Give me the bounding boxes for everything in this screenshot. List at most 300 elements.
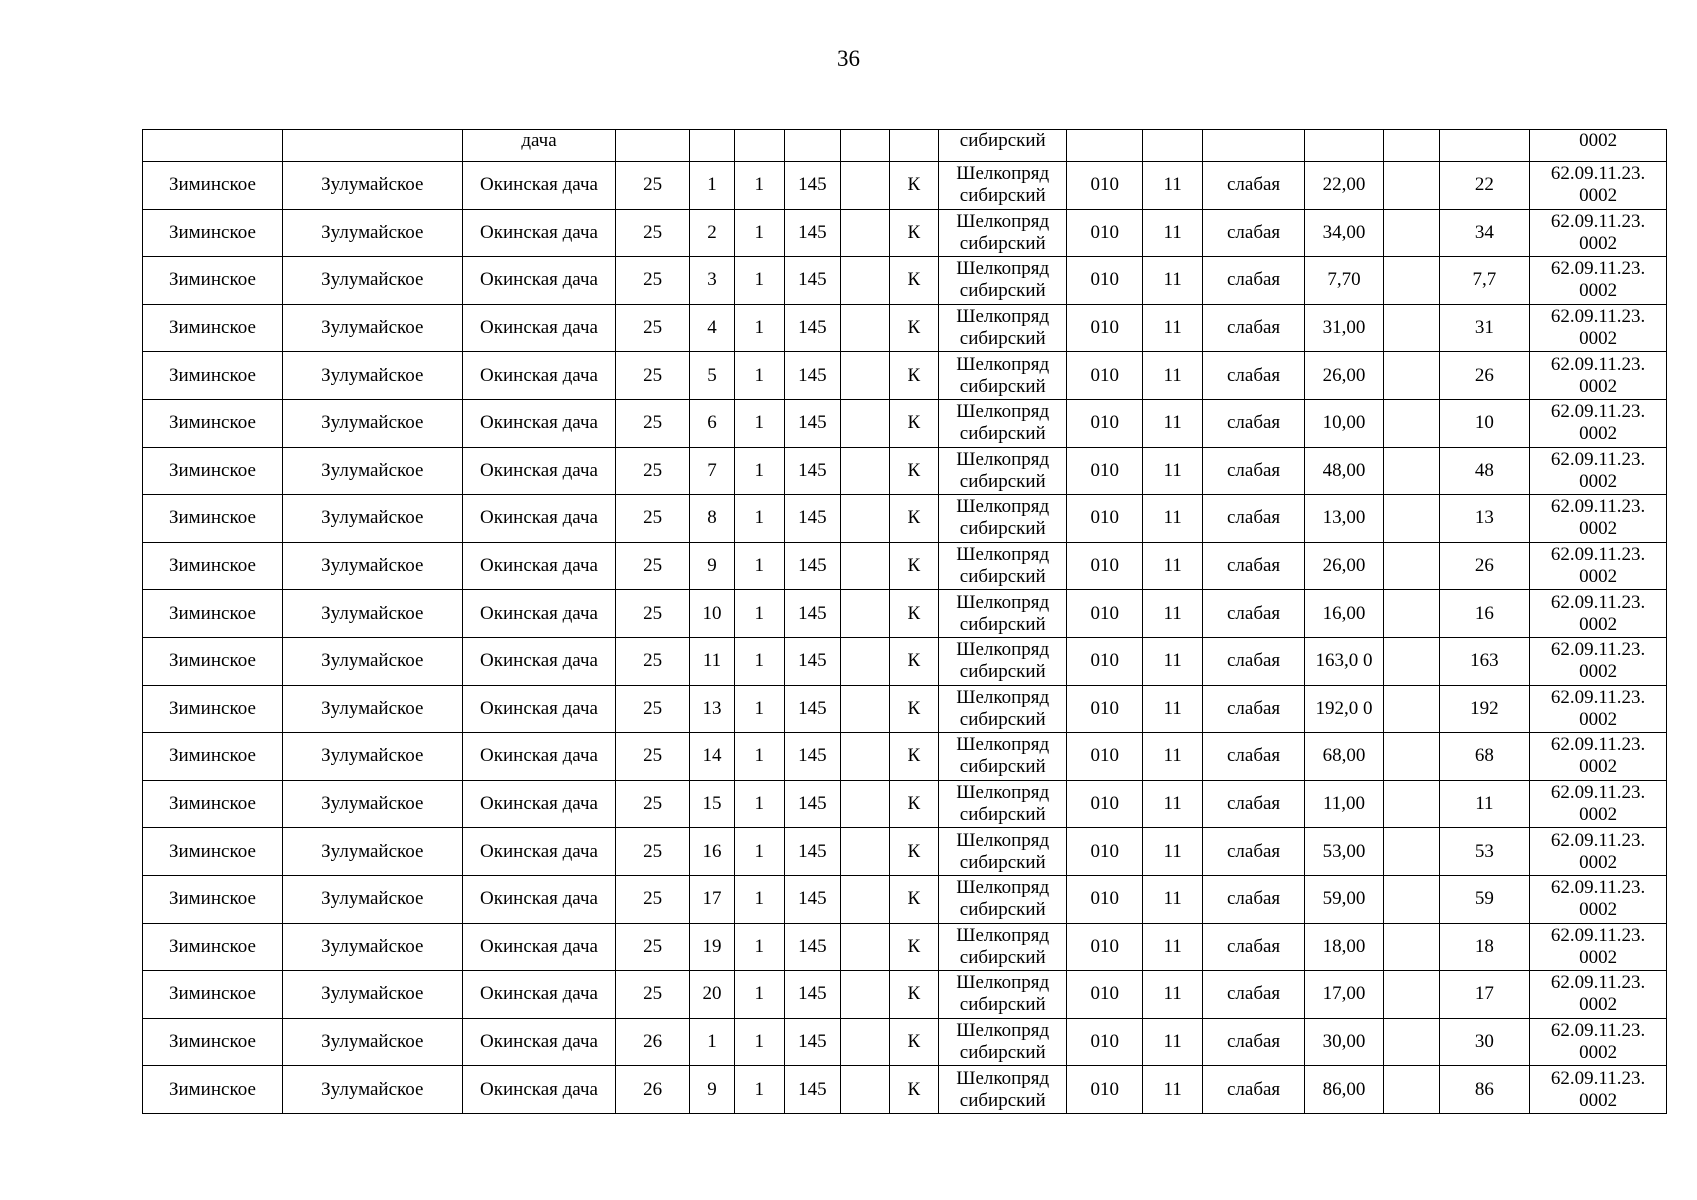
cell-code: 62.09.11.23. 0002 [1530,542,1667,590]
cell-area [1305,130,1384,162]
cell-col8 [841,162,889,210]
cell-col12: 11 [1143,875,1203,923]
cell-forestry: Зиминское [143,923,283,971]
cell-species: К [889,875,938,923]
cell-code: 62.09.11.23. 0002 [1530,875,1667,923]
cell-section: 17 [689,875,734,923]
cell-species: К [889,399,938,447]
cell-code: 62.09.11.23. 0002 [1530,447,1667,495]
table-row [143,399,1667,447]
cell-col6: 1 [735,733,784,781]
cell-area-total: 10 [1439,399,1529,447]
cell-col8 [841,495,889,543]
cell-section [689,130,734,162]
cell-col12: 11 [1143,352,1203,400]
cell-col8 [841,399,889,447]
cell-col6: 1 [735,304,784,352]
cell-area-total: 7,7 [1439,257,1529,305]
cell-quarter: 25 [616,923,690,971]
cell-col12: 11 [1143,637,1203,685]
cell-pest: Шелкопряд сибирский [939,209,1067,257]
cell-area: 13,00 [1305,495,1384,543]
cell-col11: 010 [1067,495,1143,543]
cell-tract: Окинская дача [462,209,616,257]
table-row [143,257,1667,305]
cell-severity: слабая [1203,971,1305,1019]
cell-col6: 1 [735,257,784,305]
cell-code: 62.09.11.23. 0002 [1530,1066,1667,1114]
cell-district-forestry: Зулумайское [282,495,462,543]
cell-col12: 11 [1143,1018,1203,1066]
cell-district-forestry: Зулумайское [282,637,462,685]
cell-district-forestry: Зулумайское [282,162,462,210]
cell-code: 62.09.11.23. 0002 [1530,399,1667,447]
cell-col7: 145 [784,304,841,352]
cell-forestry: Зиминское [143,590,283,638]
cell-col11: 010 [1067,1066,1143,1114]
cell-area: 26,00 [1305,542,1384,590]
cell-col6: 1 [735,542,784,590]
cell-section: 2 [689,209,734,257]
page-number: 36 [837,46,860,71]
cell-species: К [889,1066,938,1114]
cell-severity: слабая [1203,1066,1305,1114]
cell-col11: 010 [1067,733,1143,781]
cell-forestry: Зиминское [143,495,283,543]
cell-pest: Шелкопряд сибирский [939,399,1067,447]
table-row [143,780,1667,828]
cell-tract: Окинская дача [462,304,616,352]
table-row [143,923,1667,971]
cell-col6: 1 [735,875,784,923]
cell-area: 59,00 [1305,875,1384,923]
cell-col15 [1383,304,1439,352]
cell-col15 [1383,447,1439,495]
cell-severity [1203,130,1305,162]
cell-col7: 145 [784,733,841,781]
cell-tract: дача [462,130,616,162]
cell-col8 [841,923,889,971]
table-row [143,590,1667,638]
cell-col11: 010 [1067,304,1143,352]
table-row [143,733,1667,781]
cell-col15 [1383,1018,1439,1066]
cell-section: 15 [689,780,734,828]
cell-district-forestry: Зулумайское [282,971,462,1019]
cell-severity: слабая [1203,828,1305,876]
cell-code: 62.09.11.23. 0002 [1530,637,1667,685]
cell-tract: Окинская дача [462,971,616,1019]
cell-area: 10,00 [1305,399,1384,447]
cell-tract: Окинская дача [462,685,616,733]
cell-tract: Окинская дача [462,542,616,590]
cell-col8 [841,352,889,400]
cell-district-forestry: Зулумайское [282,257,462,305]
cell-area: 68,00 [1305,733,1384,781]
cell-pest: Шелкопряд сибирский [939,685,1067,733]
cell-severity: слабая [1203,399,1305,447]
cell-col7: 145 [784,209,841,257]
cell-col12: 11 [1143,304,1203,352]
cell-col8 [841,304,889,352]
cell-severity: слабая [1203,780,1305,828]
cell-area-total: 22 [1439,162,1529,210]
forest-damage-table [142,129,1667,1114]
cell-forestry: Зиминское [143,304,283,352]
cell-area-total: 17 [1439,971,1529,1019]
cell-col6: 1 [735,971,784,1019]
cell-species: К [889,352,938,400]
cell-col15 [1383,1066,1439,1114]
cell-district-forestry: Зулумайское [282,209,462,257]
cell-col8 [841,1066,889,1114]
cell-species: К [889,304,938,352]
cell-code: 62.09.11.23. 0002 [1530,257,1667,305]
cell-col15 [1383,637,1439,685]
cell-area: 86,00 [1305,1066,1384,1114]
cell-severity: слабая [1203,685,1305,733]
cell-col7: 145 [784,542,841,590]
cell-pest: Шелкопряд сибирский [939,780,1067,828]
cell-col8 [841,1018,889,1066]
cell-col7 [784,130,841,162]
cell-pest: Шелкопряд сибирский [939,447,1067,495]
cell-area-total: 48 [1439,447,1529,495]
cell-col7: 145 [784,1066,841,1114]
cell-quarter: 25 [616,495,690,543]
cell-col6: 1 [735,685,784,733]
cell-pest: Шелкопряд сибирский [939,875,1067,923]
cell-quarter: 25 [616,685,690,733]
cell-code: 62.09.11.23. 0002 [1530,780,1667,828]
cell-district-forestry: Зулумайское [282,1018,462,1066]
cell-section: 13 [689,685,734,733]
cell-col11: 010 [1067,828,1143,876]
cell-code: 62.09.11.23. 0002 [1530,352,1667,400]
cell-quarter: 25 [616,162,690,210]
cell-species: К [889,447,938,495]
cell-species: К [889,780,938,828]
cell-code: 62.09.11.23. 0002 [1530,162,1667,210]
cell-col8 [841,971,889,1019]
cell-tract: Окинская дача [462,1018,616,1066]
cell-section: 14 [689,733,734,781]
cell-col7: 145 [784,495,841,543]
cell-col15 [1383,875,1439,923]
cell-code: 62.09.11.23. 0002 [1530,828,1667,876]
cell-section: 4 [689,304,734,352]
cell-forestry: Зиминское [143,162,283,210]
cell-area-total [1439,130,1529,162]
cell-forestry: Зиминское [143,685,283,733]
cell-quarter: 25 [616,780,690,828]
cell-col12: 11 [1143,257,1203,305]
cell-pest: Шелкопряд сибирский [939,828,1067,876]
cell-area-total: 59 [1439,875,1529,923]
cell-col6: 1 [735,447,784,495]
cell-area: 26,00 [1305,352,1384,400]
cell-district-forestry: Зулумайское [282,780,462,828]
cell-section: 19 [689,923,734,971]
cell-col12: 11 [1143,590,1203,638]
cell-pest: сибирский [939,130,1067,162]
cell-tract: Окинская дача [462,780,616,828]
cell-col7: 145 [784,828,841,876]
cell-col7: 145 [784,352,841,400]
cell-pest: Шелкопряд сибирский [939,352,1067,400]
cell-district-forestry: Зулумайское [282,447,462,495]
cell-tract: Окинская дача [462,352,616,400]
cell-district-forestry: Зулумайское [282,828,462,876]
cell-severity: слабая [1203,542,1305,590]
cell-col15 [1383,495,1439,543]
cell-section: 9 [689,542,734,590]
cell-col7: 145 [784,875,841,923]
table-row [143,447,1667,495]
cell-col12: 11 [1143,685,1203,733]
cell-tract: Окинская дача [462,257,616,305]
cell-forestry: Зиминское [143,399,283,447]
cell-col12: 11 [1143,923,1203,971]
cell-forestry: Зиминское [143,1066,283,1114]
cell-forestry: Зиминское [143,209,283,257]
table-row [143,637,1667,685]
cell-species: К [889,209,938,257]
cell-col11: 010 [1067,637,1143,685]
cell-col7: 145 [784,971,841,1019]
cell-quarter: 25 [616,304,690,352]
cell-quarter: 25 [616,875,690,923]
cell-pest: Шелкопряд сибирский [939,542,1067,590]
cell-quarter: 25 [616,447,690,495]
cell-area: 7,70 [1305,257,1384,305]
cell-section: 3 [689,257,734,305]
cell-forestry: Зиминское [143,780,283,828]
cell-tract: Окинская дача [462,590,616,638]
cell-severity: слабая [1203,733,1305,781]
cell-col11: 010 [1067,685,1143,733]
cell-col12: 11 [1143,828,1203,876]
cell-col6: 1 [735,399,784,447]
table-row [143,304,1667,352]
cell-pest: Шелкопряд сибирский [939,162,1067,210]
cell-district-forestry: Зулумайское [282,875,462,923]
cell-area: 22,00 [1305,162,1384,210]
cell-section: 5 [689,352,734,400]
cell-col12: 11 [1143,971,1203,1019]
cell-col15 [1383,685,1439,733]
cell-col15 [1383,209,1439,257]
cell-code: 62.09.11.23. 0002 [1530,495,1667,543]
cell-severity: слабая [1203,447,1305,495]
cell-col8 [841,590,889,638]
cell-tract: Окинская дача [462,923,616,971]
table-row [143,209,1667,257]
cell-area-total: 26 [1439,542,1529,590]
cell-area: 163,0 0 [1305,637,1384,685]
cell-col6: 1 [735,828,784,876]
table-row [143,1066,1667,1114]
cell-col7: 145 [784,780,841,828]
cell-col11: 010 [1067,257,1143,305]
cell-pest: Шелкопряд сибирский [939,1018,1067,1066]
cell-district-forestry: Зулумайское [282,304,462,352]
cell-area: 48,00 [1305,447,1384,495]
cell-forestry: Зиминское [143,542,283,590]
table-row [143,162,1667,210]
cell-col12: 11 [1143,733,1203,781]
cell-section: 7 [689,447,734,495]
cell-col12 [1143,130,1203,162]
cell-species: К [889,495,938,543]
cell-col6: 1 [735,162,784,210]
cell-code: 62.09.11.23. 0002 [1530,304,1667,352]
cell-col6: 1 [735,352,784,400]
cell-quarter: 25 [616,733,690,781]
table-row [143,542,1667,590]
cell-col6 [735,130,784,162]
cell-col6: 1 [735,780,784,828]
cell-col7: 145 [784,1018,841,1066]
cell-species: К [889,590,938,638]
cell-area-total: 53 [1439,828,1529,876]
cell-forestry: Зиминское [143,257,283,305]
cell-quarter: 25 [616,257,690,305]
cell-col15 [1383,130,1439,162]
cell-col6: 1 [735,1066,784,1114]
cell-col6: 1 [735,590,784,638]
cell-section: 6 [689,399,734,447]
cell-code: 62.09.11.23. 0002 [1530,1018,1667,1066]
cell-quarter: 26 [616,1018,690,1066]
cell-pest: Шелкопряд сибирский [939,733,1067,781]
cell-severity: слабая [1203,304,1305,352]
cell-area-total: 16 [1439,590,1529,638]
table-row [143,685,1667,733]
cell-quarter: 25 [616,209,690,257]
cell-severity: слабая [1203,1018,1305,1066]
cell-species: К [889,685,938,733]
cell-col15 [1383,399,1439,447]
cell-severity: слабая [1203,257,1305,305]
cell-col15 [1383,971,1439,1019]
table-row-continued [143,130,1667,162]
cell-forestry: Зиминское [143,875,283,923]
cell-code: 62.09.11.23. 0002 [1530,209,1667,257]
cell-col15 [1383,352,1439,400]
cell-severity: слабая [1203,875,1305,923]
cell-forestry: Зиминское [143,637,283,685]
cell-quarter: 25 [616,637,690,685]
cell-section: 10 [689,590,734,638]
cell-district-forestry: Зулумайское [282,352,462,400]
table-row [143,971,1667,1019]
cell-col7: 145 [784,637,841,685]
cell-quarter: 26 [616,1066,690,1114]
cell-pest: Шелкопряд сибирский [939,495,1067,543]
cell-col8 [841,685,889,733]
cell-tract: Окинская дача [462,875,616,923]
cell-species: К [889,971,938,1019]
cell-col11: 010 [1067,780,1143,828]
cell-tract: Окинская дача [462,399,616,447]
cell-forestry: Зиминское [143,352,283,400]
cell-district-forestry [282,130,462,162]
cell-col15 [1383,780,1439,828]
cell-col7: 145 [784,685,841,733]
cell-section: 16 [689,828,734,876]
cell-code: 62.09.11.23. 0002 [1530,733,1667,781]
cell-section: 9 [689,1066,734,1114]
cell-col11: 010 [1067,923,1143,971]
cell-col7: 145 [784,162,841,210]
cell-section: 8 [689,495,734,543]
cell-species: К [889,828,938,876]
cell-species [889,130,938,162]
table-row [143,1018,1667,1066]
cell-severity: слабая [1203,923,1305,971]
cell-pest: Шелкопряд сибирский [939,923,1067,971]
cell-section: 1 [689,162,734,210]
cell-area-total: 34 [1439,209,1529,257]
cell-species: К [889,733,938,781]
cell-code: 62.09.11.23. 0002 [1530,590,1667,638]
cell-quarter: 25 [616,399,690,447]
cell-area-total: 86 [1439,1066,1529,1114]
cell-col12: 11 [1143,447,1203,495]
cell-col8 [841,209,889,257]
cell-area-total: 68 [1439,733,1529,781]
cell-area: 31,00 [1305,304,1384,352]
cell-severity: слабая [1203,590,1305,638]
cell-severity: слабая [1203,637,1305,685]
cell-col8 [841,637,889,685]
cell-col7: 145 [784,399,841,447]
cell-col8 [841,130,889,162]
cell-code: 0002 [1530,130,1667,162]
cell-code: 62.09.11.23. 0002 [1530,685,1667,733]
cell-quarter: 25 [616,971,690,1019]
cell-quarter: 25 [616,352,690,400]
cell-col8 [841,875,889,923]
cell-area: 16,00 [1305,590,1384,638]
cell-forestry: Зиминское [143,828,283,876]
cell-section: 11 [689,637,734,685]
cell-forestry: Зиминское [143,447,283,495]
table-row [143,875,1667,923]
cell-col15 [1383,162,1439,210]
cell-species: К [889,637,938,685]
cell-tract: Окинская дача [462,637,616,685]
cell-area: 192,0 0 [1305,685,1384,733]
cell-district-forestry: Зулумайское [282,590,462,638]
cell-col12: 11 [1143,780,1203,828]
cell-col15 [1383,733,1439,781]
cell-area-total: 192 [1439,685,1529,733]
cell-col11: 010 [1067,590,1143,638]
cell-area: 17,00 [1305,971,1384,1019]
cell-species: К [889,923,938,971]
cell-pest: Шелкопряд сибирский [939,971,1067,1019]
table-row [143,495,1667,543]
cell-forestry: Зиминское [143,1018,283,1066]
cell-tract: Окинская дача [462,1066,616,1114]
cell-tract: Окинская дача [462,828,616,876]
cell-area: 53,00 [1305,828,1384,876]
cell-col11: 010 [1067,162,1143,210]
cell-severity: слабая [1203,495,1305,543]
cell-section: 1 [689,1018,734,1066]
